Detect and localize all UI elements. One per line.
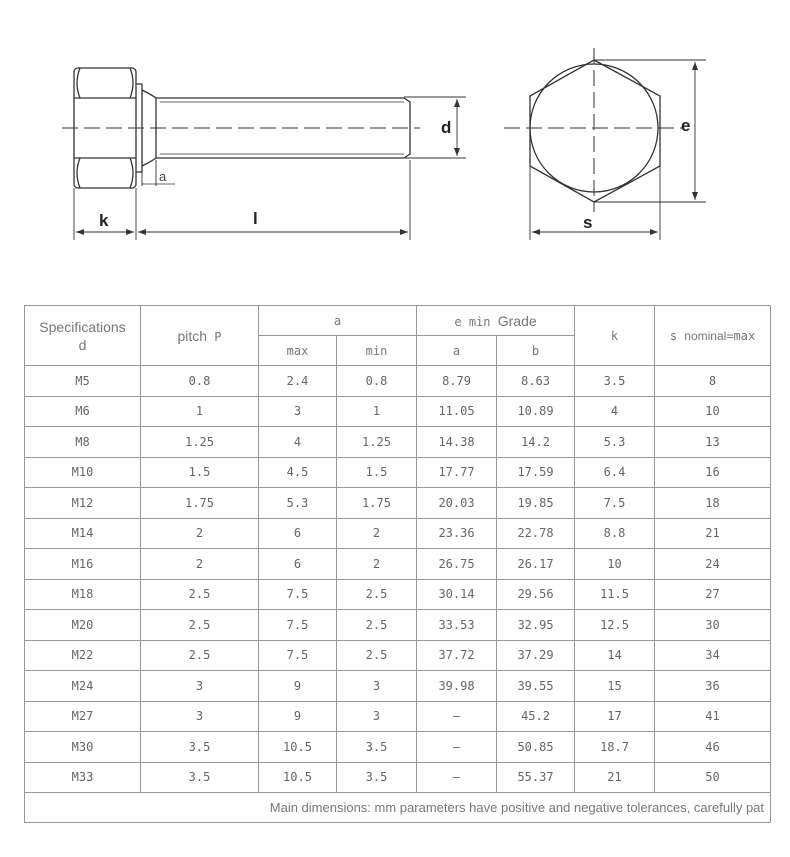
cell-e-grade-a: 33.53	[417, 610, 497, 641]
cell-k: 17	[575, 701, 655, 732]
table-row	[25, 732, 771, 763]
table-footnote-row	[25, 793, 771, 823]
cell-s: 21	[655, 518, 771, 549]
cell-pitch: 2.5	[141, 640, 259, 671]
cell-a-min: 0.8	[337, 366, 417, 397]
cell-e-grade-b: 10.89	[497, 396, 575, 427]
cell-e-grade-a: 14.38	[417, 427, 497, 458]
cell-s: 27	[655, 579, 771, 610]
header-s-symbol: s	[669, 328, 678, 343]
cell-k: 21	[575, 762, 655, 793]
specifications-table	[24, 305, 771, 823]
cell-s: 50	[655, 762, 771, 793]
cell-e-grade-b: 39.55	[497, 671, 575, 702]
cell-pitch: 0.8	[141, 366, 259, 397]
cell-a-min: 2.5	[337, 640, 417, 671]
cell-a-min: 3.5	[337, 732, 417, 763]
cell-e-grade-a: 37.72	[417, 640, 497, 671]
cell-e-grade-a: 11.05	[417, 396, 497, 427]
table-row	[25, 579, 771, 610]
cell-e-grade-a: 23.36	[417, 518, 497, 549]
cell-pitch: 2.5	[141, 610, 259, 641]
cell-s: 10	[655, 396, 771, 427]
cell-a-max: 4.5	[259, 457, 337, 488]
header-a-max: max	[259, 336, 337, 366]
header-spec-line2: d	[78, 336, 87, 353]
cell-spec-d: M20	[25, 610, 141, 641]
table-row	[25, 671, 771, 702]
cell-e-grade-b: 8.63	[497, 366, 575, 397]
cell-spec-d: M12	[25, 488, 141, 519]
label-k: k	[99, 211, 109, 230]
header-a-min: min	[337, 336, 417, 366]
cell-pitch: 1	[141, 396, 259, 427]
header-a: a	[259, 306, 417, 336]
cell-a-max: 5.3	[259, 488, 337, 519]
cell-spec-d: M8	[25, 427, 141, 458]
cell-a-min: 2.5	[337, 610, 417, 641]
cell-s: 8	[655, 366, 771, 397]
header-e-min: e min	[454, 314, 491, 329]
table-row	[25, 488, 771, 519]
cell-s: 13	[655, 427, 771, 458]
header-grade-a: a	[417, 336, 497, 366]
cell-a-max: 2.4	[259, 366, 337, 397]
dimension-k-l	[74, 160, 410, 240]
table-row	[25, 762, 771, 793]
cell-e-grade-b: 17.59	[497, 457, 575, 488]
cell-e-grade-a: —	[417, 701, 497, 732]
cell-k: 15	[575, 671, 655, 702]
cell-e-grade-b: 32.95	[497, 610, 575, 641]
table-row	[25, 701, 771, 732]
cell-spec-d: M6	[25, 396, 141, 427]
cell-pitch: 3.5	[141, 762, 259, 793]
cell-s: 16	[655, 457, 771, 488]
table-row	[25, 457, 771, 488]
cell-k: 11.5	[575, 579, 655, 610]
cell-e-grade-a: 17.77	[417, 457, 497, 488]
header-spec-line1: Specifications	[39, 318, 126, 335]
cell-a-max: 10.5	[259, 762, 337, 793]
cell-spec-d: M22	[25, 640, 141, 671]
header-s-nominal-max	[655, 306, 771, 366]
table-header-row	[25, 306, 771, 336]
cell-k: 18.7	[575, 732, 655, 763]
cell-s: 24	[655, 549, 771, 580]
cell-pitch: 3.5	[141, 732, 259, 763]
header-pitch	[141, 306, 259, 366]
table-row	[25, 549, 771, 580]
cell-a-max: 6	[259, 549, 337, 580]
cell-s: 34	[655, 640, 771, 671]
cell-a-max: 9	[259, 701, 337, 732]
header-k: k	[575, 306, 655, 366]
cell-spec-d: M10	[25, 457, 141, 488]
cell-s: 41	[655, 701, 771, 732]
footnote: Main dimensions: mm parameters have positive and negative tolerances, carefully pat	[25, 793, 771, 823]
cell-e-grade-a: 30.14	[417, 579, 497, 610]
cell-s: 36	[655, 671, 771, 702]
label-l: l	[253, 209, 258, 228]
cell-a-min: 3	[337, 671, 417, 702]
cell-a-max: 7.5	[259, 579, 337, 610]
cell-a-max: 4	[259, 427, 337, 458]
cell-spec-d: M14	[25, 518, 141, 549]
cell-e-grade-b: 55.37	[497, 762, 575, 793]
cell-a-max: 7.5	[259, 640, 337, 671]
cell-a-min: 2	[337, 518, 417, 549]
cell-e-grade-b: 29.56	[497, 579, 575, 610]
cell-a-min: 3.5	[337, 762, 417, 793]
cell-s: 46	[655, 732, 771, 763]
cell-pitch: 2	[141, 518, 259, 549]
bolt-technical-drawing	[0, 0, 790, 270]
cell-a-max: 6	[259, 518, 337, 549]
cell-pitch: 1.25	[141, 427, 259, 458]
cell-spec-d: M18	[25, 579, 141, 610]
cell-e-grade-b: 37.29	[497, 640, 575, 671]
cell-e-grade-a: 8.79	[417, 366, 497, 397]
cell-k: 7.5	[575, 488, 655, 519]
hex-head-end-view	[530, 60, 706, 240]
cell-e-grade-a: —	[417, 762, 497, 793]
cell-k: 6.4	[575, 457, 655, 488]
cell-spec-d: M24	[25, 671, 141, 702]
cell-e-grade-b: 45.2	[497, 701, 575, 732]
header-specifications	[25, 306, 141, 366]
table-row	[25, 396, 771, 427]
cell-s: 18	[655, 488, 771, 519]
cell-pitch: 2.5	[141, 579, 259, 610]
cell-e-grade-a: —	[417, 732, 497, 763]
header-s-nominal: nominal	[684, 328, 727, 343]
cell-e-grade-b: 22.78	[497, 518, 575, 549]
table-row	[25, 518, 771, 549]
header-pitch-symbol: P	[214, 329, 222, 344]
table-row	[25, 640, 771, 671]
cell-a-min: 1	[337, 396, 417, 427]
cell-spec-d: M33	[25, 762, 141, 793]
cell-s: 30	[655, 610, 771, 641]
cell-spec-d: M16	[25, 549, 141, 580]
table-row	[25, 366, 771, 397]
cell-pitch: 3	[141, 701, 259, 732]
cell-a-min: 1.5	[337, 457, 417, 488]
cell-a-max: 7.5	[259, 610, 337, 641]
label-e: e	[681, 116, 691, 135]
header-grade: Grade	[497, 312, 537, 329]
cell-pitch: 1.5	[141, 457, 259, 488]
cell-k: 8.8	[575, 518, 655, 549]
cell-k: 12.5	[575, 610, 655, 641]
cell-e-grade-a: 26.75	[417, 549, 497, 580]
cell-e-grade-b: 50.85	[497, 732, 575, 763]
cell-a-min: 2.5	[337, 579, 417, 610]
header-pitch-word: pitch	[177, 327, 208, 344]
cell-e-grade-b: 14.2	[497, 427, 575, 458]
cell-spec-d: M30	[25, 732, 141, 763]
cell-a-min: 1.75	[337, 488, 417, 519]
cell-spec-d: M27	[25, 701, 141, 732]
cell-k: 4	[575, 396, 655, 427]
label-a: a	[159, 169, 167, 184]
header-grade-b: b	[497, 336, 575, 366]
header-s-max: =max	[726, 328, 756, 343]
label-s: s	[583, 213, 593, 232]
table-row	[25, 610, 771, 641]
cell-a-min: 1.25	[337, 427, 417, 458]
cell-a-min: 2	[337, 549, 417, 580]
cell-k: 5.3	[575, 427, 655, 458]
cell-a-max: 9	[259, 671, 337, 702]
cell-k: 10	[575, 549, 655, 580]
table-row	[25, 427, 771, 458]
cell-spec-d: M5	[25, 366, 141, 397]
cell-a-min: 3	[337, 701, 417, 732]
cell-k: 14	[575, 640, 655, 671]
cell-a-max: 10.5	[259, 732, 337, 763]
cell-k: 3.5	[575, 366, 655, 397]
cell-e-grade-a: 39.98	[417, 671, 497, 702]
cell-pitch: 2	[141, 549, 259, 580]
header-e-min-grade	[417, 306, 575, 336]
cell-e-grade-b: 19.85	[497, 488, 575, 519]
label-d: d	[441, 118, 452, 137]
cell-a-max: 3	[259, 396, 337, 427]
cell-pitch: 1.75	[141, 488, 259, 519]
cell-e-grade-b: 26.17	[497, 549, 575, 580]
cell-e-grade-a: 20.03	[417, 488, 497, 519]
cell-pitch: 3	[141, 671, 259, 702]
